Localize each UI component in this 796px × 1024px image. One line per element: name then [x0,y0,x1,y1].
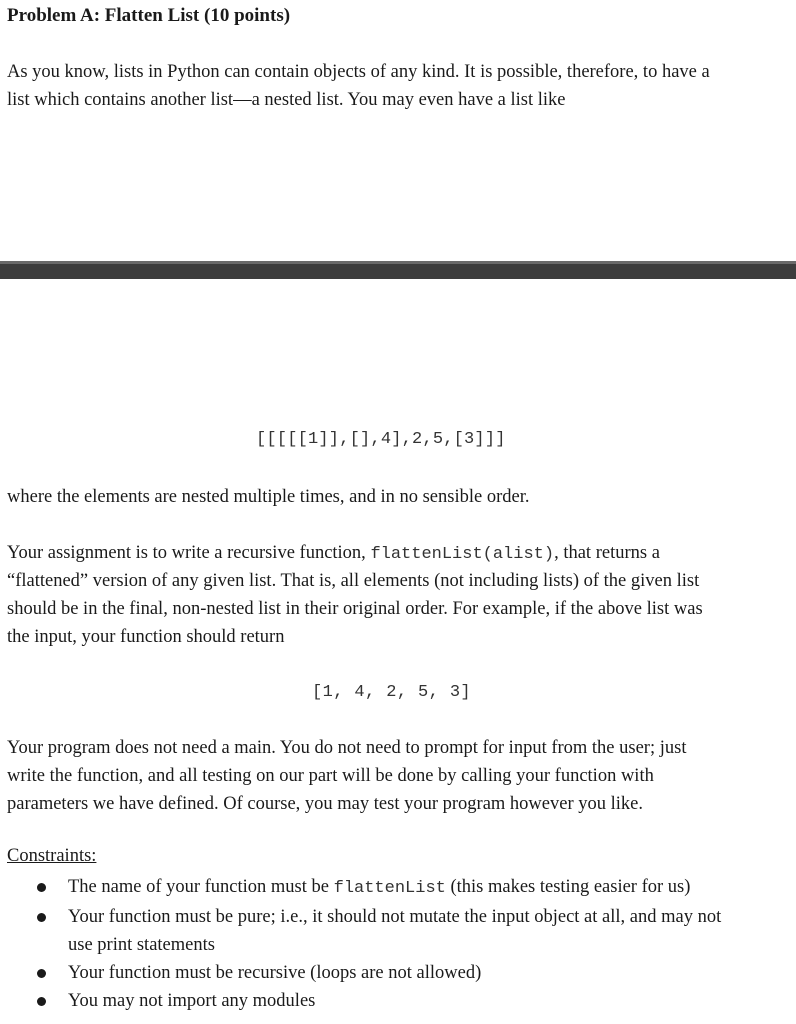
section-divider [0,261,796,279]
constraint-item-recursive [0,959,796,987]
problem-title: Problem A: Flatten List (10 points) [7,5,291,26]
constraint-item-no-imports [0,987,796,1015]
assignment-text-before: Your assignment is to write a recursive function, [7,543,371,563]
constraint-text: use print statements [68,935,215,955]
constraint-text: You may not import any modules [68,991,316,1011]
bullet-icon [37,969,46,978]
result-list-example: [1, 4, 2, 5, 3] [312,683,472,702]
constraint-text: Your function must be recursive (loops are not allowed) [68,963,482,983]
program-note-line-1: Your program does not need a main. You do not need to prompt for input from the user; just [7,738,687,758]
assignment-line-2: “flattened” version of any given list. That is, all elements (not including lists) of the given list [7,571,700,591]
nested-list-example: [[[[[1]],[],4],2,5,[3]]] [256,430,506,449]
program-note-line-3: parameters we have defined. Of course, you may test your program however you like. [7,794,643,814]
bullet-icon [37,883,46,892]
bullet-icon [37,997,46,1006]
constraint-item-name [0,873,796,903]
constraints-list [0,873,796,1015]
constraints-heading: Constraints: [7,846,97,866]
bullet-icon [37,913,46,922]
assignment-line-4: the input, your function should return [7,627,285,647]
constraint-item-pure [0,903,796,959]
function-signature: flattenList(alist) [370,545,555,564]
assignment-line-3: should be in the final, non-nested list in their original order. For example, if the above list was [7,599,703,619]
constraint-text: The name of your function must be [68,877,334,897]
intro-line-2: list which contains another list—a nested list. You may even have a list like [7,90,566,110]
assignment-text-after: , that returns a [554,543,660,563]
function-name-code: flattenList [333,879,446,898]
assignment-line-1 [7,539,660,569]
program-note-line-2: write the function, and all testing on our part will be done by calling your function with [7,766,654,786]
after-example-text: where the elements are nested multiple times, and in no sensible order. [7,487,530,507]
constraint-text: Your function must be pure; i.e., it should not mutate the input object at all, and may not [68,907,722,927]
intro-line-1: As you know, lists in Python can contain objects of any kind. It is possible, therefore, to have a [7,62,710,82]
constraint-text: (this makes testing easier for us) [445,877,691,897]
